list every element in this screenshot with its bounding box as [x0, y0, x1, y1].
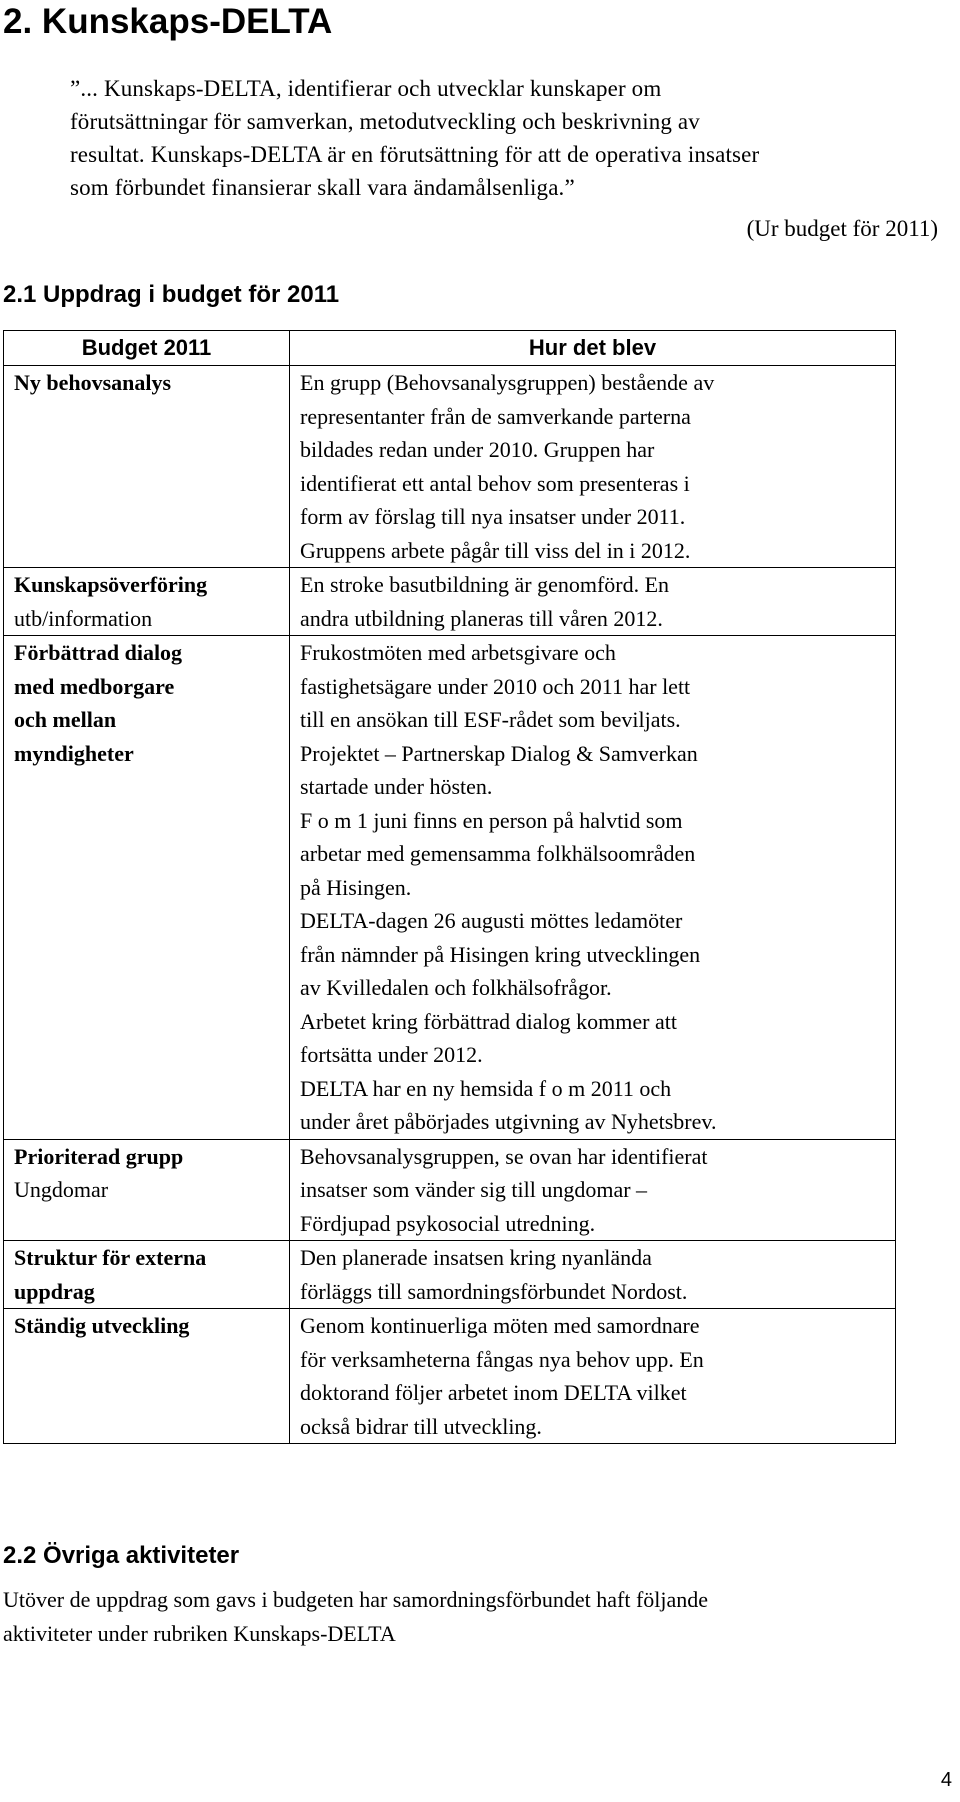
outcome-line: från nämnder på Hisingen kring utvecklingen [300, 941, 701, 967]
budget-item-cell [4, 568, 290, 636]
outcome-line: arbetar med gemensamma folkhälsoområden [300, 841, 696, 866]
budget-item-cell [4, 1241, 290, 1309]
quote-line: resultat. Kunskaps-DELTA är en förutsättning för att de operativa insatser [70, 142, 760, 167]
outcome-cell [290, 636, 896, 1140]
table-row [4, 1139, 896, 1241]
budget-quote [70, 72, 950, 204]
outcome-line: också bidrar till utveckling. [300, 1413, 542, 1439]
outcome-line: under året påbörjades utgivning av Nyhetsbrev. [300, 1109, 717, 1134]
budget-item-cell [4, 1139, 290, 1241]
outcome-cell [290, 1241, 896, 1309]
outcome-line: på Hisingen. [300, 874, 412, 900]
outcome-line: Projektet – Partnerskap Dialog & Samverkan [300, 740, 698, 766]
outcome-line: representanter från de samverkande parterna [300, 403, 691, 429]
quote-line: som förbundet finansierar skall vara ändamålsenliga.” [70, 175, 575, 200]
main-heading: 2. Kunskaps-DELTA [3, 2, 333, 41]
outcome-line: DELTA-dagen 26 augusti möttes ledamöter [300, 908, 683, 933]
outcome-line: fastighetsägare under 2010 och 2011 har lett [300, 673, 691, 699]
section-2-2-heading: 2.2 Övriga aktiviteter [3, 1542, 240, 1569]
budget-item-label: Ungdomar [14, 1177, 109, 1202]
outcome-line: En stroke basutbildning är genomförd. En [300, 572, 670, 597]
outcome-line: Fördjupad psykosocial utredning. [300, 1210, 596, 1236]
budget-item-label: Prioriterad grupp [14, 1143, 184, 1169]
outcome-line: Frukostmöten med arbetsgivare och [300, 640, 616, 665]
outcome-line: identifierat ett antal behov som presenteras i [300, 470, 690, 496]
outcome-line: för verksamheterna fångas nya behov upp. En [300, 1346, 704, 1372]
outcome-line: till en ansökan till ESF-rådet som beviljats. [300, 707, 681, 732]
table-body [4, 366, 896, 1444]
budget-item-label: Struktur för externa [14, 1245, 207, 1270]
budget-item-label: med medborgare [14, 673, 175, 699]
outcome-line: andra utbildning planeras till våren 2012. [300, 605, 663, 631]
table-row [4, 366, 896, 568]
body-paragraph [3, 1583, 953, 1650]
budget-item-label: Förbättrad dialog [14, 640, 183, 665]
budget-item-cell [4, 366, 290, 568]
outcome-line: bildades redan under 2010. Gruppen har [300, 437, 655, 462]
outcome-cell [290, 1309, 896, 1444]
column-header-outcome: Hur det blev [290, 331, 896, 366]
outcome-line: Behovsanalysgruppen, se ovan har identifierat [300, 1143, 708, 1169]
outcome-line: doktorand följer arbetet inom DELTA vilket [300, 1380, 687, 1405]
outcome-cell [290, 1139, 896, 1241]
table-row [4, 568, 896, 636]
budget-item-cell [4, 1309, 290, 1444]
budget-table [3, 330, 896, 1444]
outcome-line: fortsätta under 2012. [300, 1042, 483, 1067]
budget-item-cell [4, 636, 290, 1140]
page-number: 4 [940, 1769, 952, 1791]
outcome-line: insatser som vänder sig till ungdomar – [300, 1177, 648, 1202]
budget-item-label: myndigheter [14, 740, 134, 766]
outcome-cell [290, 366, 896, 568]
body-line: aktiviteter under rubriken Kunskaps-DELTA [3, 1620, 396, 1646]
budget-item-label: Kunskapsöverföring [14, 572, 208, 597]
outcome-line: Den planerade insatsen kring nyanlända [300, 1245, 652, 1270]
section-2-1-heading: 2.1 Uppdrag i budget för 2011 [3, 281, 340, 308]
body-line: Utöver de uppdrag som gavs i budgeten har samordningsförbundet haft följande [3, 1587, 709, 1612]
budget-item-label: Ständig utveckling [14, 1313, 190, 1338]
outcome-line: En grupp (Behovsanalysgruppen) bestående av [300, 370, 715, 395]
table-header-row [4, 331, 896, 366]
outcome-line: form av förslag till nya insatser under 2011. [300, 504, 686, 529]
table-row [4, 1241, 896, 1309]
budget-item-label: uppdrag [14, 1278, 95, 1304]
table-row [4, 636, 896, 1140]
table-row [4, 1309, 896, 1444]
outcome-line: förläggs till samordningsförbundet Nordost. [300, 1278, 688, 1304]
budget-item-label: Ny behovsanalys [14, 370, 172, 395]
outcome-line: F o m 1 juni finns en person på halvtid som [300, 807, 683, 833]
outcome-line: Gruppens arbete pågår till viss del in i 2012. [300, 537, 691, 563]
outcome-line: Arbetet kring förbättrad dialog kommer att [300, 1008, 677, 1034]
quote-line: förutsättningar för samverkan, metodutveckling och beskrivning av [70, 109, 700, 134]
quote-line: ”... Kunskaps-DELTA, identifierar och utvecklar kunskaper om [70, 76, 662, 101]
column-header-budget: Budget 2011 [4, 331, 290, 366]
quote-source: (Ur budget för 2011) [746, 216, 938, 241]
outcome-line: startade under hösten. [300, 774, 493, 799]
outcome-line: Genom kontinuerliga möten med samordnare [300, 1313, 700, 1338]
budget-item-label: utb/information [14, 605, 153, 631]
outcome-line: DELTA har en ny hemsida f o m 2011 och [300, 1075, 672, 1101]
budget-item-label: och mellan [14, 707, 117, 732]
outcome-cell [290, 568, 896, 636]
outcome-line: av Kvilledalen och folkhälsofrågor. [300, 975, 612, 1000]
